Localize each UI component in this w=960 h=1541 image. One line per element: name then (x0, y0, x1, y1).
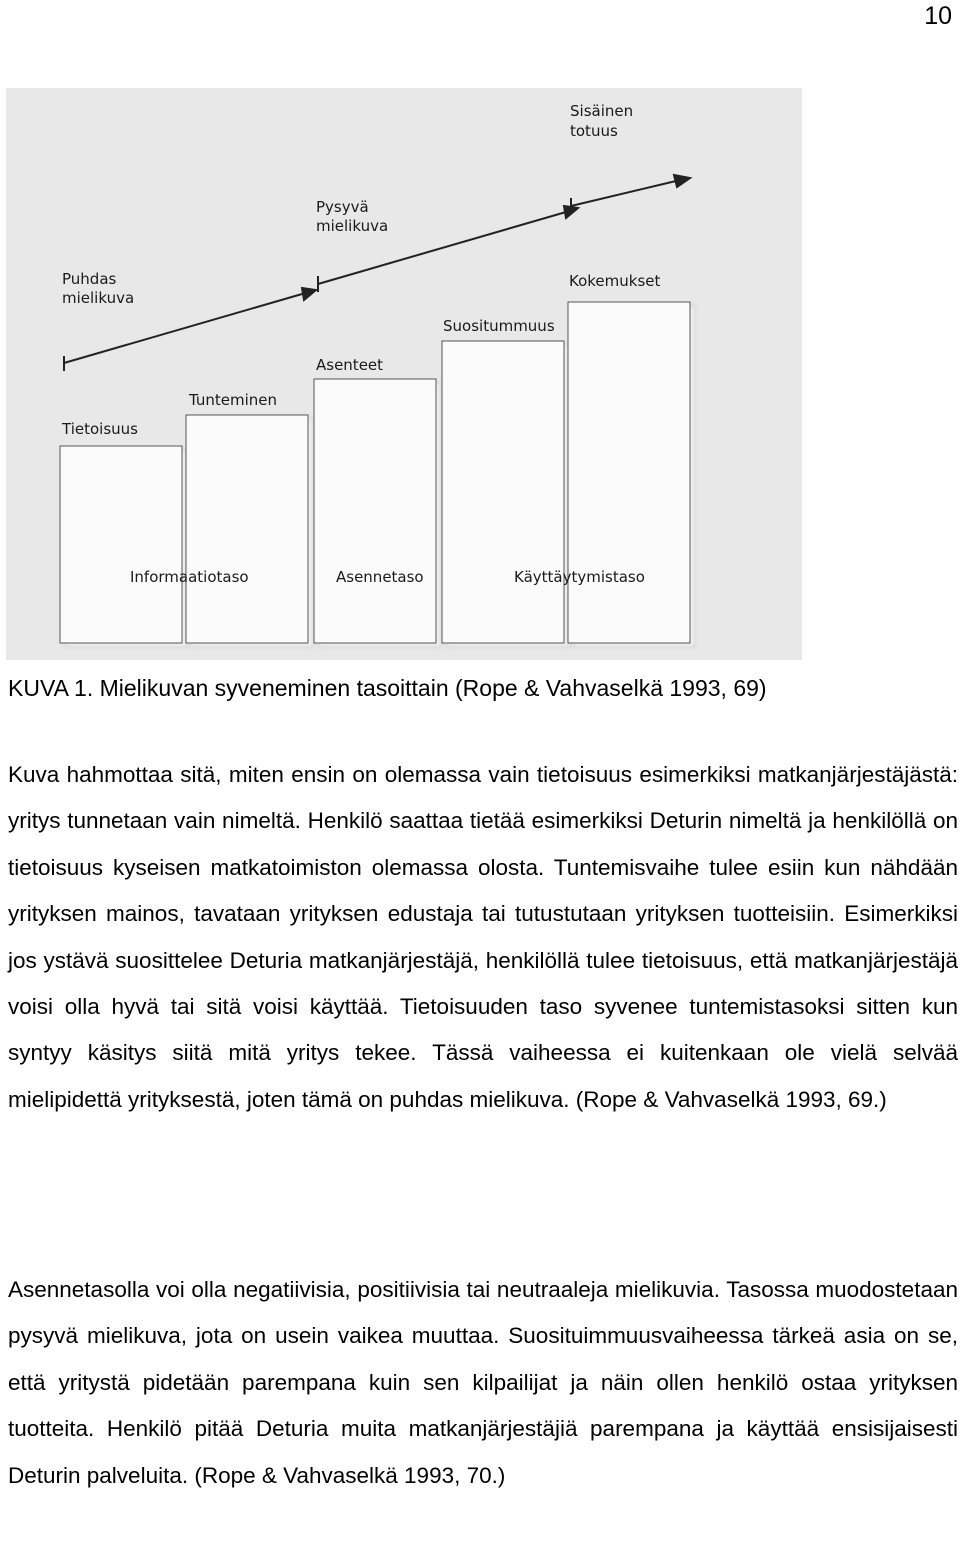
label-tietoisuus: Tietoisuus (62, 420, 138, 438)
label-informaatiotaso: Informaatiotaso (130, 568, 249, 586)
bar-kokemukset (568, 302, 690, 643)
label-kokemukset: Kokemukset (569, 272, 661, 290)
label-asennetaso: Asennetaso (336, 568, 424, 586)
figure-caption: KUVA 1. Mielikuvan syveneminen tasoittain (Rope & Vahvaselkä 1993, 69) (8, 675, 767, 701)
label-asenteet: Asenteet (316, 356, 384, 374)
body-paragraph: Asennetasolla voi olla negatiivisia, positiivisia tai neutraaleja mielikuvia. Tasossa muodostetaan pysyvä mielikuva, jota on usein vaikea muuttaa. Suosituimmuusvaiheessa tärkeä asia on se, että yritystä pidetään parempana kuin sen kilpailijat ja näin ollen henkilö ostaa yrityksen tuotteita. Henkilö pitää Deturia muita matkanjärjestäjiä parempana ja käyttää ensisijaisesti Deturin palveluita. (Rope & Vahvaselkä 1993, 70.) (8, 1277, 958, 1488)
label-mielikuva-1: mielikuva (62, 289, 135, 307)
image-deepening-figure (6, 88, 802, 660)
bar-tunteminen (186, 415, 308, 643)
page-number: 10 (924, 2, 952, 30)
label-tunteminen: Tunteminen (189, 391, 278, 409)
label-totuus: totuus (570, 122, 618, 140)
label-puhdas: Puhdas (62, 270, 117, 288)
label-sisainen: Sisäinen (570, 102, 634, 120)
label-kayttaytymistaso: Käyttäytymistaso (514, 568, 645, 586)
label-suositummuus: Suositummuus (443, 317, 555, 335)
step-bars (60, 302, 690, 643)
bar-asenteet (314, 379, 436, 643)
bar-tietoisuus (60, 446, 182, 643)
label-mielikuva-2: mielikuva (316, 217, 389, 235)
label-pysyva: Pysyvä (316, 198, 369, 216)
bar-suositummuus (442, 341, 564, 643)
body-paragraph: Kuva hahmottaa sitä, miten ensin on olemassa vain tietoisuus esimerkiksi matkanjärjestäjästä: yritys tunnetaan vain nimeltä. Henkilö saattaa tietää esimerkiksi Deturin nimeltä ja henkilöllä on tietoisuus kyseisen matkatoimiston olemassa olosta. Tuntemisvaihe tulee esiin kun nähdään yrityksen mainos, tavataan yrityksen edustaja tai tutustutaan yrityksen tuotteisiin. Esimerkiksi jos ystävä suosittelee Deturia matkanjärjestäjä, henkilöllä tulee tietoisuus, että matkanjärjestäjä voisi olla hyvä tai sitä voisi käyttää. Tietoisuuden taso syvenee tuntemistasoksi sitten kun syntyy käsitys siitä mitä yritys tekee. Tässä vaiheessa ei kuitenkaan ole vielä selvää mielipidettä yrityksestä, joten tämä on puhdas mielikuva. (Rope & Vahvaselkä 1993, 69.) (8, 762, 958, 1112)
